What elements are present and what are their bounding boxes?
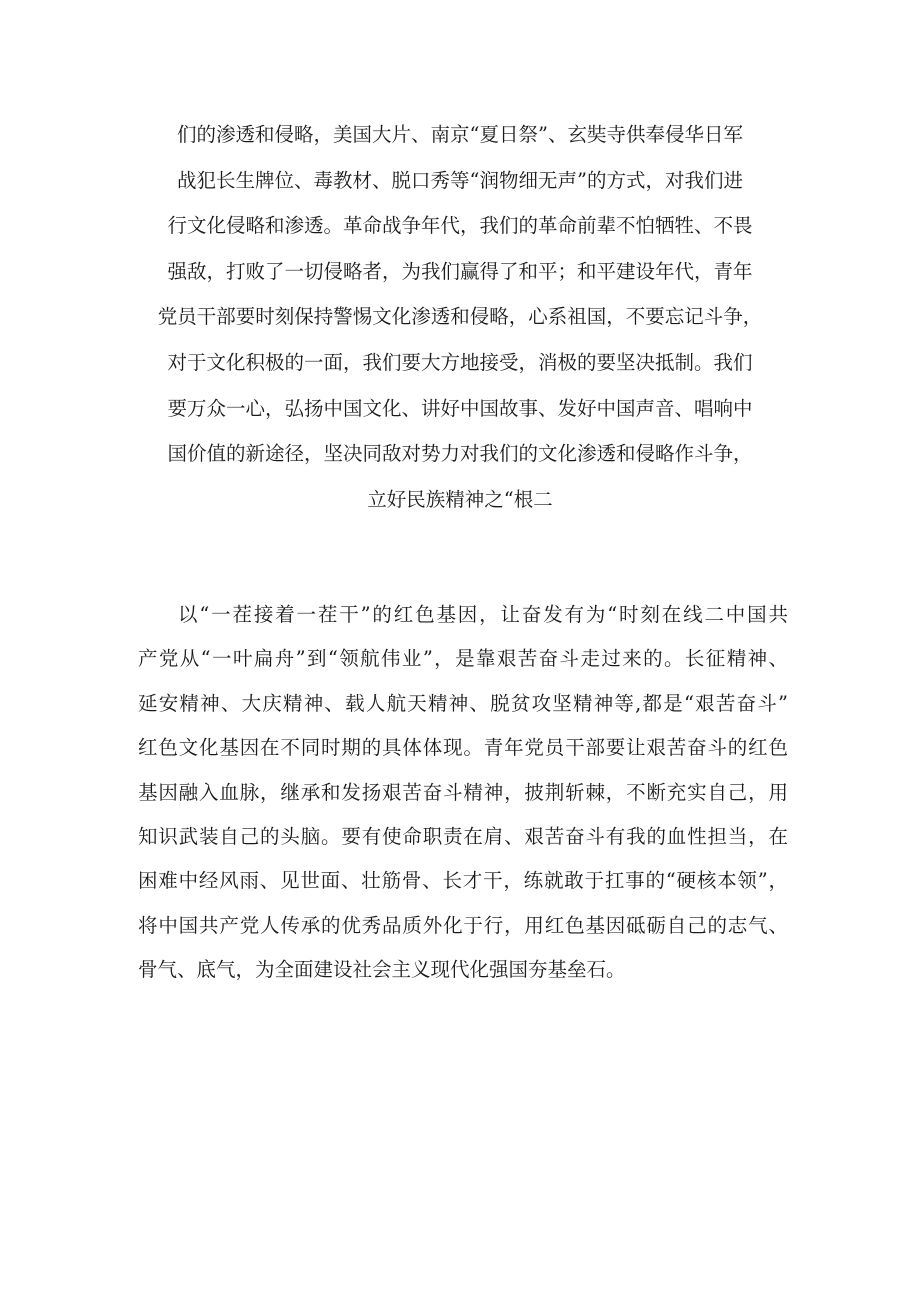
text-line: 战犯长生牌位、毒教材、脱口秀等“润物细无声”的方式，对我们进 bbox=[177, 168, 743, 192]
text-line: 骨气、底气，为全面建设社会主义现代化强国夯基垒石。 bbox=[138, 958, 626, 982]
text-line: 要万众一心，弘扬中国文化、讲好中国故事、发好中国声音、唱响中 bbox=[167, 396, 753, 420]
text-line: 国价值的新途径，坚决同敌对势力对我们的文化渗透和侵略作斗争， bbox=[167, 442, 753, 466]
paragraph-one bbox=[140, 112, 780, 522]
text-line: 以“一茬接着一茬干”的红色基因，让奋发有为“时刻在线二中国共 bbox=[178, 603, 788, 626]
text-line: 基因融入血脉，继承和发扬艰苦奋斗精神，披荆斩棘，不断充实自己，用 bbox=[138, 780, 788, 804]
text-line: 党员干部要时刻保持警惕文化渗透和侵略，心系祖国，不要忘记斗争， bbox=[157, 305, 763, 329]
paragraph-two bbox=[138, 593, 788, 993]
text-line: 强敌，打败了一切侵略者，为我们赢得了和平；和平建设年代，青年 bbox=[167, 259, 753, 283]
text-line: 们的渗透和侵略，美国大片、南京“夏日祭”、玄奘寺供奉侵华日军 bbox=[177, 123, 743, 146]
text-line: 产党从“一叶扁舟”到“领航伟业”，是靠艰苦奋斗走过来的。长征精神、 bbox=[138, 647, 788, 671]
text-line: 立好民族精神之“根二 bbox=[367, 487, 553, 511]
text-line: 延安精神、大庆精神、载人航天精神、脱贫攻坚精神等,都是“艰苦奋斗” bbox=[138, 691, 788, 715]
text-line: 对于文化积极的一面，我们要大方地接受，消极的要坚决抵制。我们 bbox=[167, 350, 753, 374]
text-line: 行文化侵略和渗透。革命战争年代，我们的革命前辈不怕牺牲、不畏 bbox=[167, 214, 753, 238]
text-line: 将中国共产党人传承的优秀品质外化于行，用红色基因砥砺自己的志气、 bbox=[138, 913, 788, 937]
text-line: 困难中经风雨、见世面、壮筋骨、长才干，练就敢于扛事的“硬核本领”， bbox=[138, 869, 788, 893]
text-line: 红色文化基因在不同时期的具体体现。青年党员干部要让艰苦奋斗的红色 bbox=[138, 736, 788, 760]
text-line: 知识武装自己的头脑。要有使命职责在肩、艰苦奋斗有我的血性担当，在 bbox=[138, 824, 788, 848]
